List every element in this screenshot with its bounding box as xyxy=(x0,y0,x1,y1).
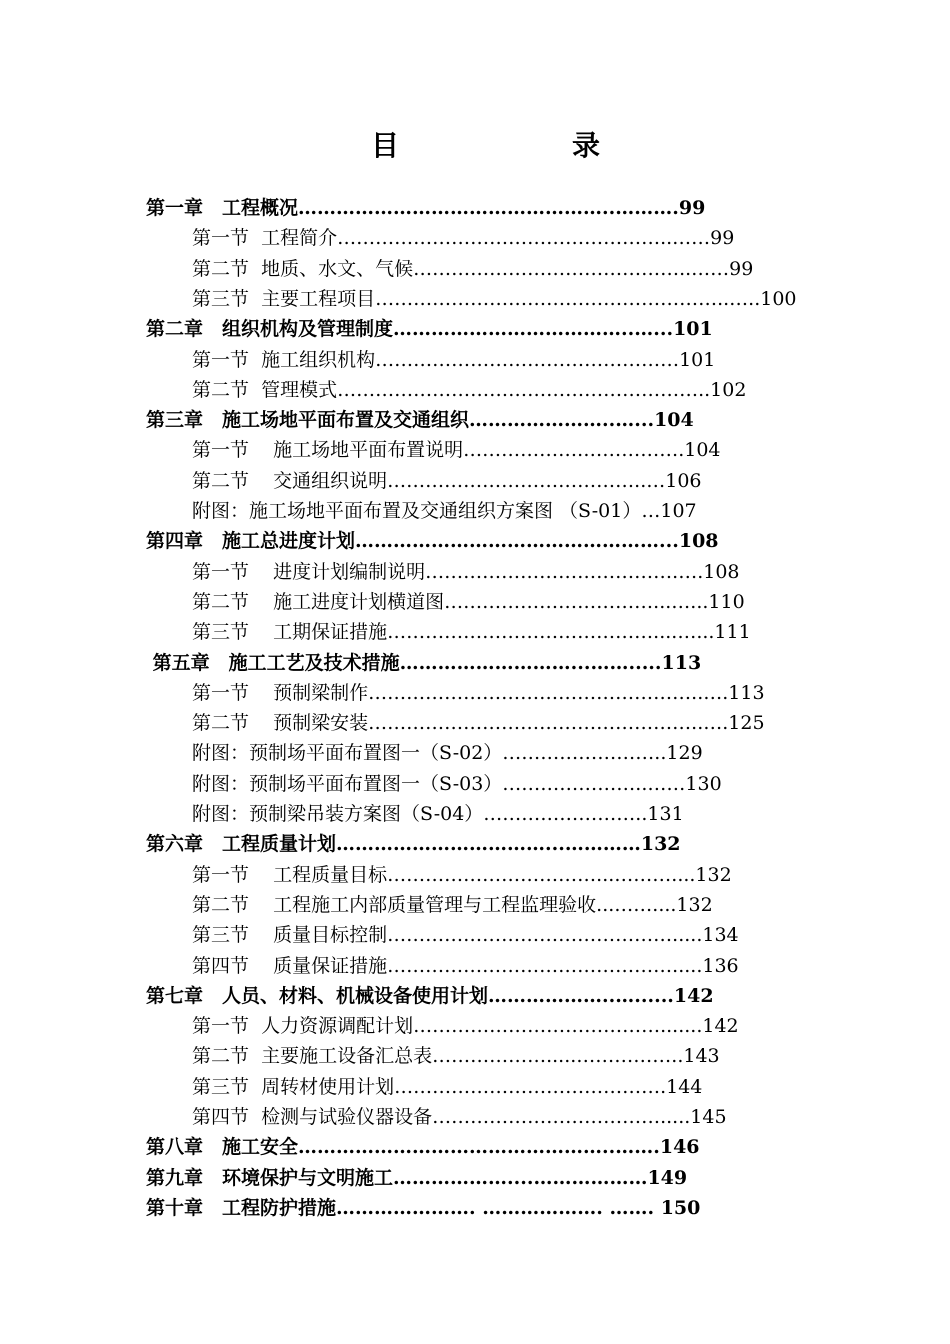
title-char-1: 目 xyxy=(371,129,400,162)
toc-section-entry: 第二节 主要施工设备汇总表……………….....……………..143 xyxy=(192,1045,720,1068)
toc-chapter-entry: 第七章 人员、材料、机械设备使用计划………………..…......142 xyxy=(146,984,714,1007)
toc-chapter-entry: 第三章 施工场地平面布置及交通组织…………………..…...104 xyxy=(146,409,694,432)
toc-section-entry: 附图：预制场平面布置图一（S-02）……………………..129 xyxy=(192,742,703,765)
toc-chapter-entry: 第八章 施工安全…………………………………………..…….146 xyxy=(146,1136,700,1159)
toc-section-entry: 第一节 工程质量目标……………………………...………....132 xyxy=(192,863,732,886)
toc-section-entry: 第四节 检测与试验仪器设备……………………………….....145 xyxy=(192,1106,727,1128)
toc-section-entry: 第一节 人力资源调配计划………………………………….......142 xyxy=(192,1015,739,1038)
toc-section-entry: 第三节 质量目标控制……………………………………….....134 xyxy=(192,924,739,947)
toc-chapter-entry: 第十章 工程防护措施…………………. ………………. ……. 150 xyxy=(146,1196,701,1219)
toc-section-entry: 第一节 进度计划编制说明………………………………….….108 xyxy=(192,560,740,583)
toc-chapter-entry: 第六章 工程质量计划……………………………...…………132 xyxy=(146,833,681,856)
toc-chapter-entry: 第四章 施工总进度计划…………………………………………...108 xyxy=(146,530,719,553)
toc-section-entry: 第二节 管理模式…………………………………………………..102 xyxy=(192,378,747,401)
toc-section-entry: 第三节 周转材使用计划…………………………………….144 xyxy=(192,1075,703,1098)
toc-section-entry: 第二节 地质、水文、气候……………………………………..……99 xyxy=(192,257,754,280)
toc-chapter-entry: 第五章 施工工艺及技术措施………………………...…….....113 xyxy=(146,651,702,674)
title-char-2: 录 xyxy=(572,129,601,162)
toc-section-entry: 第二节 预制梁安装……………………………………………..….125 xyxy=(192,712,765,735)
toc-section-entry: 第四节 质量保证措施……………………………………….....136 xyxy=(192,954,739,977)
toc-section-entry: 第二节 工程施工内部质量管理与工程监理验收...……....132 xyxy=(192,893,713,916)
toc-section-entry: 附图：预制场平面布置图一（S-03）…………………..……130 xyxy=(192,772,722,795)
toc-section-entry: 第三节 工期保证措施……………………………………....…...111 xyxy=(192,621,751,644)
toc-section-entry: 附图：施工场地平面布置及交通组织方案图 （S-01）…107 xyxy=(192,500,697,522)
toc-chapter-entry: 第二章 组织机构及管理制度………………………………..…...101 xyxy=(146,318,713,341)
page-title xyxy=(0,124,950,168)
toc-chapter-entry: 第一章 工程概况…………………………………………..……….99 xyxy=(146,197,706,219)
toc-section-entry: 第一节 施工组织机构…………………………………………101 xyxy=(192,348,716,371)
toc-section-entry: 第一节 工程简介……………………………………………..……99 xyxy=(192,227,735,250)
toc-section-entry: 第一节 预制梁制作……………………………………………..….113 xyxy=(192,681,765,704)
toc-section-entry: 附图：预制梁吊装方案图（S-04）……………………..131 xyxy=(192,803,684,825)
toc-section-entry: 第三节 主要工程项目………………………………………………..…..100 xyxy=(192,287,797,310)
toc-section-entry: 第一节 施工场地平面布置说明……………….…………….104 xyxy=(192,439,721,462)
toc-section-entry: 第二节 施工进度计划横道图……………………………...…...110 xyxy=(192,590,745,613)
toc-chapter-entry: 第九章 环境保护与文明施工………………....………………149 xyxy=(146,1166,688,1189)
toc-section-entry: 第二节 交通组织说明…………………………………..…106 xyxy=(192,469,702,492)
